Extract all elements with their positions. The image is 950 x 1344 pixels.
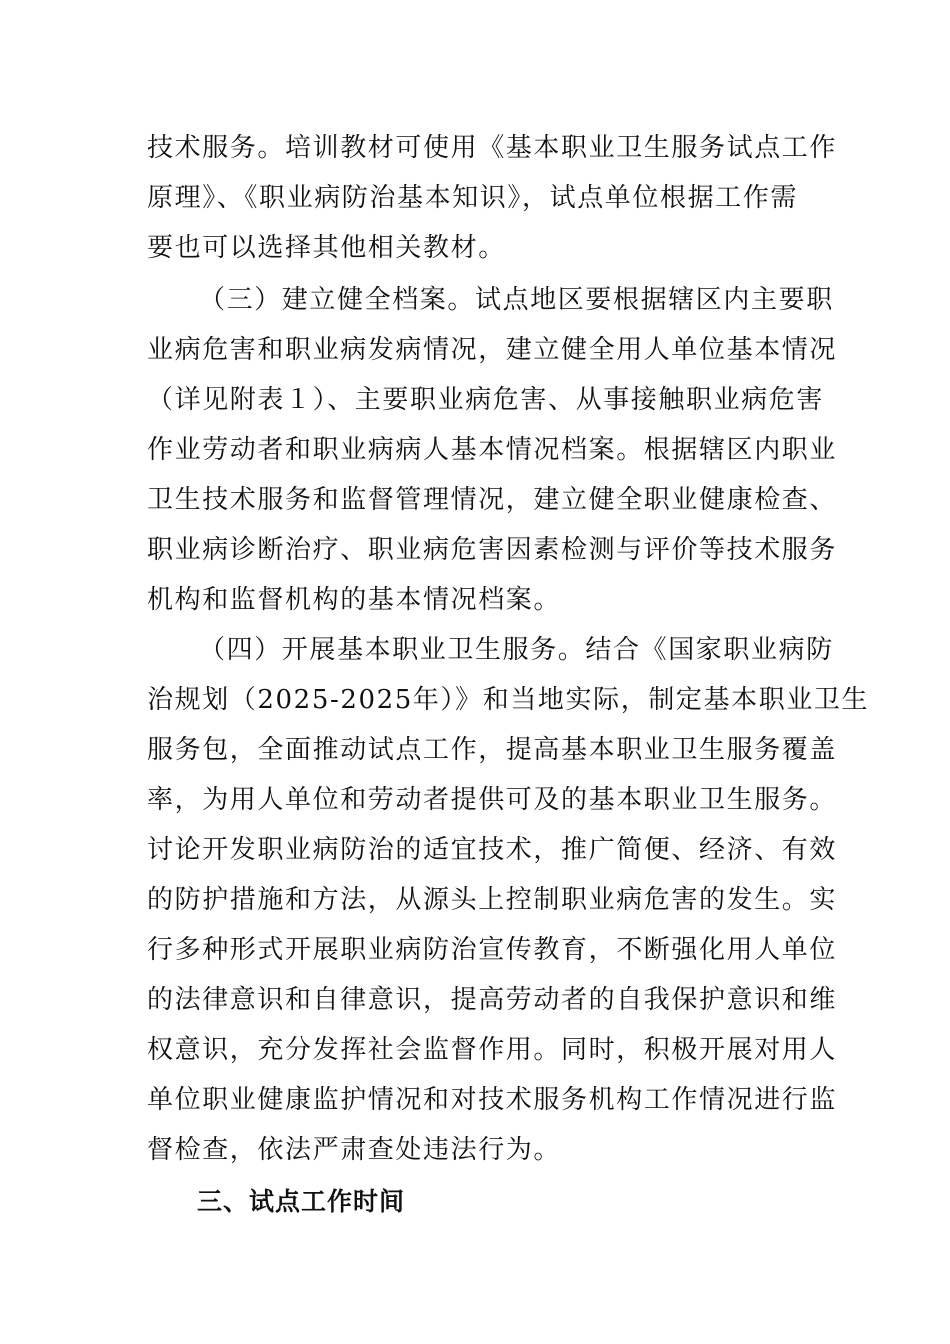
text-line: 要也可以选择其他相关教材。 <box>147 233 506 263</box>
text-line: 卫生技术服务和监督管理情况，建立健全职业健康检查、 <box>147 485 838 515</box>
text-line: （详见附表１）、主要职业病危害、从事接触职业病危害 <box>147 385 825 415</box>
text-line: 的法律意识和自律意识，提高劳动者的自我保护意识和维 <box>147 985 838 1015</box>
text-line: 行多种形式开展职业病防治宣传教育，不断强化用人单位 <box>147 935 838 965</box>
text-line: 作业劳动者和职业病病人基本情况档案。根据辖区内职业 <box>147 435 838 465</box>
text-line: 率，为用人单位和劳动者提供可及的基本职业卫生服务。 <box>147 785 838 815</box>
text-line: （三）建立健全档案。试点地区要根据辖区内主要职 <box>199 285 834 315</box>
text-line: 的防护措施和方法，从源头上控制职业病危害的发生。实 <box>147 885 838 915</box>
text-line: 服务包，全面推动试点工作，提高基本职业卫生服务覆盖 <box>147 735 838 765</box>
text-line: 治规划（2025-2025年）》和当地实际，制定基本职业卫生 <box>147 685 870 715</box>
text-line: 机构和监督机构的基本情况档案。 <box>147 585 562 615</box>
text-line: 职业病诊断治疗、职业病危害因素检测与评价等技术服务 <box>147 535 838 565</box>
text-line: 业病危害和职业病发病情况，建立健全用人单位基本情况 <box>147 335 838 365</box>
section-heading: 三、试点工作时间 <box>197 1187 406 1216</box>
text-line: 督检查，依法严肃查处违法行为。 <box>147 1135 562 1165</box>
text-line: 原理》、《职业病防治基本知识》，试点单位根据工作需 <box>147 183 799 213</box>
text-line: 单位职业健康监护情况和对技术服务机构工作情况进行监 <box>147 1085 838 1115</box>
text-line: （四）开展基本职业卫生服务。结合《国家职业病防 <box>199 635 834 665</box>
text-line: 权意识，充分发挥社会监督作用。同时，积极开展对用人 <box>147 1035 838 1065</box>
text-line: 技术服务。培训教材可使用《基本职业卫生服务试点工作 <box>147 133 838 163</box>
text-line: 讨论开发职业病防治的适宜技术，推广简便、经济、有效 <box>147 835 838 865</box>
